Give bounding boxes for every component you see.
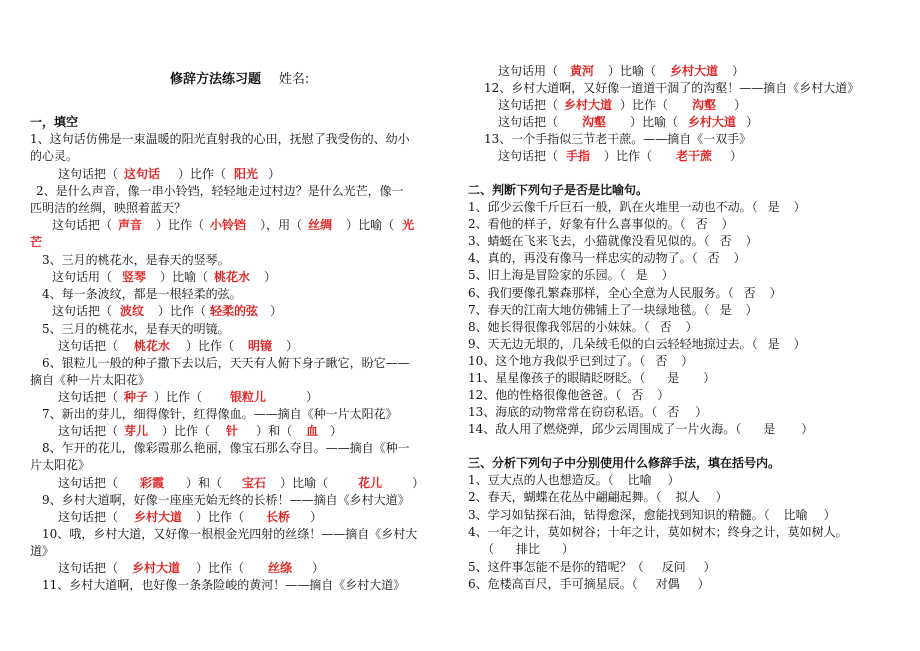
answer-blank: 是: [767, 336, 780, 351]
worksheet-header: [170, 71, 309, 88]
page-title: 修辞方法练习题: [170, 72, 262, 87]
answer-blank: 这句话: [124, 167, 161, 181]
answer-blank: 否: [707, 251, 720, 266]
answer-blank: 宝石: [242, 476, 267, 490]
answer-blank: 是: [635, 268, 648, 283]
answer-blank: 否: [659, 319, 672, 334]
right-column: [468, 0, 908, 651]
answer-blank: 芽儿: [124, 424, 149, 438]
q10-answer-line: 这句话把（ 乡村大道 ）比作（ 丝绦 ）: [58, 561, 325, 575]
q4-text: 4、每一条波纹，都是一根轻柔的弦。: [42, 287, 242, 301]
answer-blank: 花儿: [358, 476, 383, 490]
section2-heading: 二、判断下列句子是否是比喻句。: [468, 183, 649, 197]
list-item: 4、一年之计，莫如树谷；十年之计，莫如树木；终身之计，莫如树人。: [468, 524, 848, 539]
q4-answer-line: 这句话把（ 波纹 ）比作（ 轻柔的弦 ）: [52, 304, 283, 318]
list-item: 2、看他的样子，好象有什么喜事似的。（ 否 ）: [468, 217, 734, 232]
q13-text: 13、一个手指似三节老干蔗。——摘自《一双手》: [484, 132, 752, 146]
answer-blank: 比喻: [783, 507, 808, 522]
list-item: 6、危楼高百尺，手可摘星辰。（ 对偶 ）: [468, 576, 710, 591]
answer-blank: 乡村大道: [132, 561, 181, 575]
list-item: 1、邱少云像千斤巨石一般，趴在火堆里一动也不动。（ 是 ）: [468, 200, 806, 214]
answer-blank: 是: [719, 302, 732, 317]
list-item: 2、春天，蝴蝶在花丛中翩翩起舞。（ 拟人 ）: [468, 490, 728, 505]
list-item: （ 排比 ）: [482, 542, 575, 557]
left-column: [30, 0, 470, 651]
answer-blank: 否: [667, 405, 680, 420]
q11-text: 11、乡村大道啊，也好像一条条险峻的黄河！——摘自《乡村大道》: [42, 578, 406, 592]
q9-text: 9、乡村大道啊，好像一座座无始无终的长桥！——摘自《乡村大道》: [42, 493, 410, 507]
q10-text-cont: 道》: [30, 544, 55, 558]
q1-answer-line: 这句话把（ 这句话 ）比作（ 阳光 ）: [58, 167, 281, 181]
answer-blank: 反问: [661, 559, 686, 574]
list-item: 8、她长得很像我邻居的小妹妹。（ 否 ）: [468, 319, 698, 334]
list-item: 7、春天的江南大地仿佛铺上了一块绿地毯。（ 是 ）: [468, 302, 758, 317]
answer-blank: 排比: [516, 542, 541, 557]
answer-blank: 声音: [118, 218, 143, 232]
answer-blank: 乡村大道: [688, 115, 737, 129]
section3-heading: 三、分析下列句子中分别使用什么修辞手法，填在括号内。: [468, 456, 781, 470]
answer-blank: 否: [695, 217, 708, 232]
answer-blank: 是: [767, 200, 780, 214]
q7-answer-line: 这句话把（ 芽儿 ）比作（ 针 ）和（ 血 ）: [58, 424, 343, 438]
answer-blank: 彩霞: [140, 476, 165, 490]
list-item: 6、我们要像孔繁森那样，全心全意为人民服务。（ 否 ）: [468, 285, 782, 300]
answer-blank: 是: [763, 422, 776, 437]
list-item: 14、敌人用了燃烧弹，邱少云周围成了一片火海。（ 是 ）: [468, 422, 814, 437]
answer-blank: 比喻: [627, 473, 652, 487]
section1-heading: 一，填空: [30, 115, 79, 129]
q13-answer-line: 这句话把（ 手指 ）比作（ 老干蔗 ）: [498, 149, 743, 163]
list-item: 3、学习如钻探石油，钻得愈深，愈能找到知识的精髓。（ 比喻 ）: [468, 507, 836, 522]
list-item: 1、豆大点的人也想造反。（ 比喻 ）: [468, 473, 680, 487]
answer-blank: 种子: [124, 390, 149, 404]
answer-blank: 银粒儿: [230, 390, 267, 404]
list-item: 4、真的，再没有像马一样忠实的动物了。（ 否 ）: [468, 251, 746, 266]
q8-text: 8、乍开的花儿，像彩霞那么艳丽，像宝石那么夺目。——摘自《种一: [42, 441, 410, 455]
answer-blank: 波纹: [120, 304, 145, 318]
q10-text: 10、哦，乡村大道，又好像一根根金光四射的丝绦！——摘自《乡村大: [42, 527, 418, 541]
answer-blank: 老干蔗: [676, 149, 713, 163]
answer-blank: 小铃铛: [210, 218, 247, 232]
answer-blank: 针: [226, 424, 239, 438]
list-item: 12、他的性格很像他爸爸。（ 否 ）: [468, 388, 670, 403]
answer-blank: 丝绦: [268, 561, 293, 575]
answer-blank: 光: [402, 218, 415, 232]
list-item: 5、旧上海是冒险家的乐园。（ 是 ）: [468, 268, 674, 283]
q3-text: 3、三月的桃花水，是春天的竖琴。: [42, 253, 230, 267]
q2-answer-cont: 芒: [30, 235, 43, 249]
answer-blank: 沟壑: [692, 98, 717, 112]
answer-blank: 否: [655, 353, 668, 368]
list-item: 10、这个地方我似乎已到过了。（ 否 ）: [468, 353, 694, 368]
list-item: 5、这件事怎能不是你的错呢？（ 反问 ）: [468, 559, 716, 574]
answer-blank: 对偶: [655, 576, 680, 591]
name-label: 姓名:: [278, 72, 310, 87]
answer-blank: 阳光: [234, 167, 259, 181]
list-item: 9、天无边无垠的，几朵绒毛似的白云轻轻地掠过去。（ 是 ）: [468, 336, 806, 351]
answer-blank: 丝绸: [308, 218, 333, 232]
answer-blank: 长桥: [266, 510, 291, 524]
q6-text-cont: 摘自《种一片太阳花》: [30, 373, 151, 387]
list-item: 11、星星像孩子的眼睛眨呀眨。（ 是 ）: [468, 371, 716, 385]
answer-blank: 黄河: [570, 64, 595, 78]
answer-blank: 乡村大道: [564, 98, 613, 112]
answer-blank: 手指: [566, 149, 591, 163]
answer-blank: 否: [743, 285, 756, 300]
q9-answer-line: 这句话把（ 乡村大道 ）比作（ 长桥 ）: [58, 510, 323, 524]
answer-blank: 拟人: [675, 490, 700, 505]
answer-blank: 否: [719, 234, 732, 249]
q2-text-cont: 匹明洁的丝绸，映照着蓝天？: [30, 201, 187, 215]
q3-answer-line: 这句话用（ 竖琴 ）比喻（ 桃花水 ）: [52, 270, 277, 284]
answer-blank: 是: [667, 371, 680, 385]
q12-answer-line-1: 这句话把（ 乡村大道 ）比作（ 沟壑 ）: [498, 98, 747, 112]
list-item: 3、蜻蜓在飞来飞去，小猫就像没看见似的。（ 否 ）: [468, 234, 758, 249]
answer-blank: 轻柔的弦: [210, 304, 259, 318]
q11-answer-line: 这句话用（ 黄河 ）比喻（ 乡村大道 ）: [498, 64, 745, 78]
answer-blank: 血: [306, 424, 319, 438]
q2-text: 2、是什么声音，像一串小铃铛，轻轻地走过村边？是什么光芒，像一: [36, 184, 404, 198]
q5-text: 5、三月的桃花水，是春天的明镜。: [42, 322, 230, 336]
q5-answer-line: 这句话把（ 桃花水 ）比作（ 明镜 ）: [58, 339, 299, 353]
q12-text: 12、乡村大道啊，又好像一道道干涸了的沟壑！——摘自《乡村大道》: [484, 81, 860, 95]
q12-answer-line-2: 这句话把（ 沟壑 ）比喻（ 乡村大道 ）: [498, 115, 759, 129]
answer-blank: 桃花水: [134, 339, 171, 353]
answer-blank: 乡村大道: [134, 510, 183, 524]
q7-text: 7、新出的芽儿，细得像针，红得像血。——摘自《种一片太阳花》: [42, 407, 398, 421]
answer-blank: 明镜: [248, 339, 273, 353]
list-item: 13、海底的动物常常在窃窃私语。（ 否 ）: [468, 405, 708, 420]
answer-blank: 竖琴: [122, 270, 147, 284]
answer-blank: 桃花水: [214, 270, 251, 284]
q6-text: 6、银粒儿一般的种子撒下去以后，天天有人俯下身子瞅它，盼它——: [42, 356, 410, 370]
q8-text-cont: 片太阳花》: [30, 458, 91, 472]
q8-answer-line: 这句话把（ 彩霞 ）和（ 宝石 ）比喻（ 花儿 ）: [58, 476, 425, 490]
answer-blank: 沟壑: [582, 115, 607, 129]
q6-answer-line: 这句话把（ 种子 ）比作（ 银粒儿 ）: [58, 390, 319, 404]
q1-text-cont: 的心灵。: [30, 149, 79, 163]
answer-blank: 否: [631, 388, 644, 403]
q1-text: 1、这句话仿佛是一束温暖的阳光直射我的心田，抚慰了我受伤的、幼小: [30, 132, 410, 146]
q2-answer-line: 这句话把（ 声音 ）比作（ 小铃铛 ），用（ 丝绸 ）比喻（ 光: [52, 218, 415, 232]
answer-blank: 乡村大道: [670, 64, 719, 78]
